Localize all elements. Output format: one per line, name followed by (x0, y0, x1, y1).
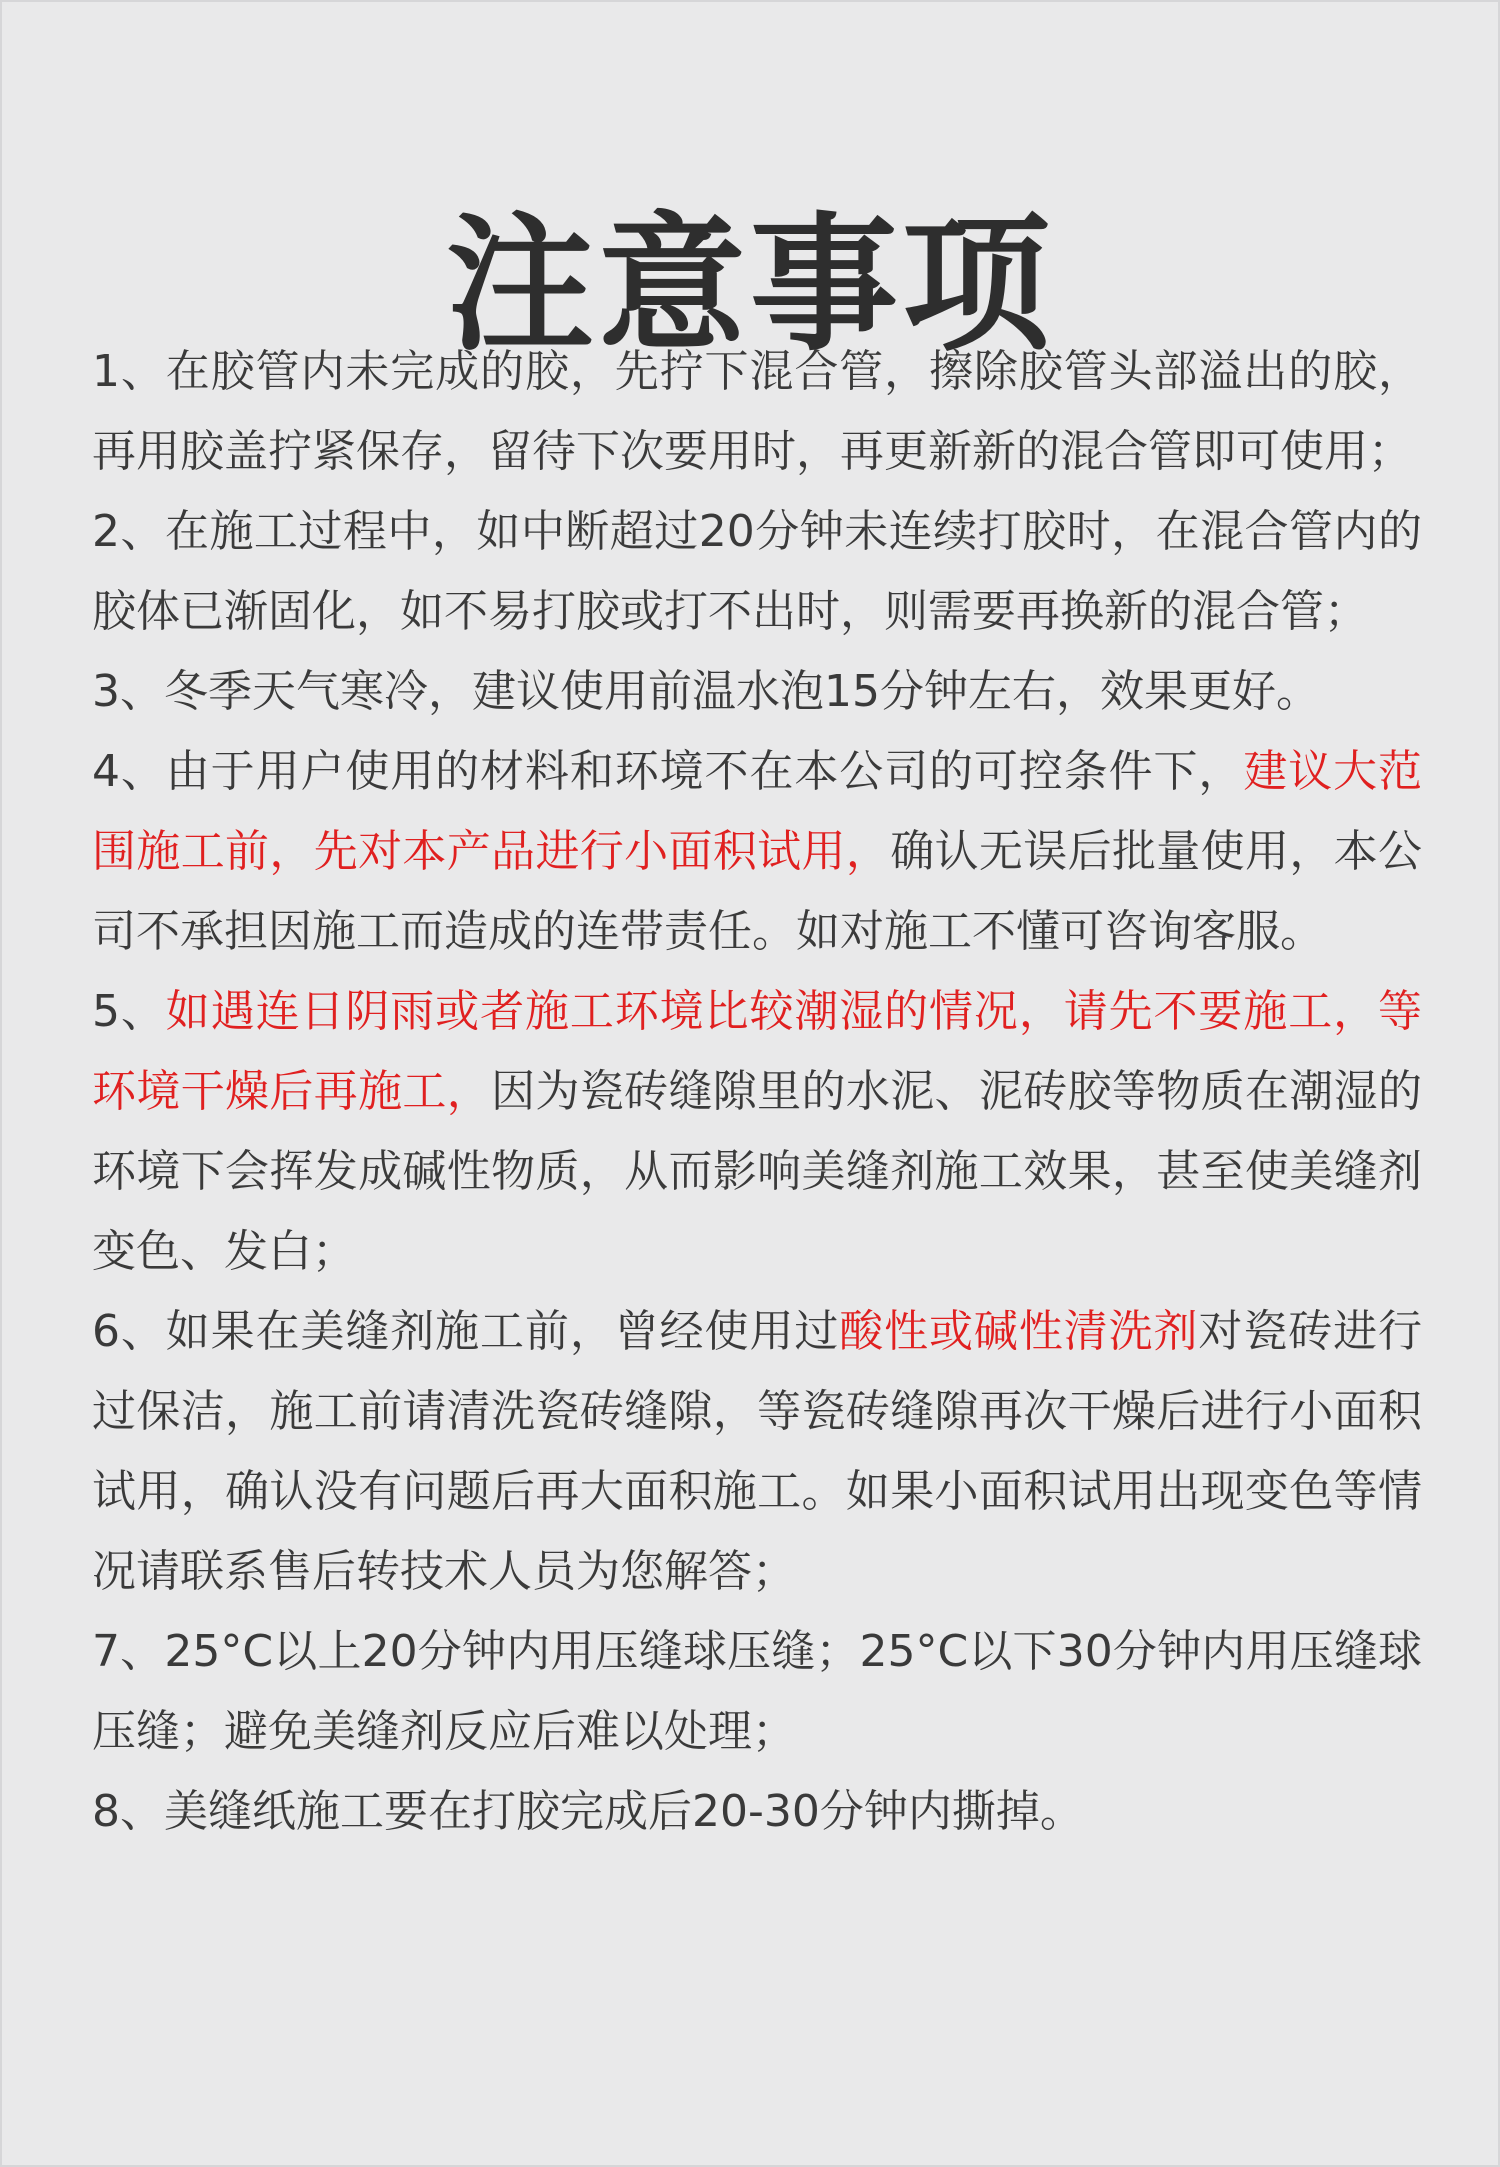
note-highlight: 如遇连日阴雨或者施工环境比较潮湿的情况，请先不要施工，等环境干燥后再施工， (92, 986, 1423, 1117)
note-text: 2、在施工过程中，如中断超过20分钟未连续打胶时，在混合管内的胶体已渐固化，如不易打胶或打不出时，则需要再换新的混合管； (92, 506, 1422, 637)
notes-list (92, 332, 1422, 1852)
note-item-6 (92, 1292, 1422, 1612)
note-text: 1、在胶管内未完成的胶，先拧下混合管，擦除胶管头部溢出的胶，再用胶盖拧紧保存，留待下次要用时，再更新新的混合管即可使用； (92, 346, 1422, 477)
note-text: 因为瓷砖缝隙里的水泥、泥砖胶等物质在潮湿的环境下会挥发成碱性物质，从而影响美缝剂施工效果，甚至使美缝剂变色、发白； (92, 1066, 1423, 1277)
note-text: 5、 (92, 986, 166, 1037)
note-item-1 (92, 332, 1422, 492)
note-text: 6、如果在美缝剂施工前，曾经使用过 (92, 1306, 840, 1357)
note-item-4 (92, 732, 1422, 972)
note-item-5 (92, 972, 1422, 1292)
note-text: 7、25°C以上20分钟内用压缝球压缝；25°C以下30分钟内用压缝球压缝；避免美缝剂反应后难以处理； (92, 1626, 1422, 1757)
note-item-8 (92, 1772, 1422, 1852)
note-text: 8、美缝纸施工要在打胶完成后20-30分钟内撕掉。 (92, 1786, 1084, 1837)
note-highlight: 建议大范围施工前，先对本产品进行小面积试用， (92, 746, 1423, 877)
note-highlight: 酸性或碱性清洗剂 (839, 1306, 1199, 1357)
note-item-3 (92, 652, 1422, 732)
note-text: 确认无误后批量使用，本公司不承担因施工而造成的连带责任。如对施工不懂可咨询客服。 (92, 826, 1423, 957)
note-item-7 (92, 1612, 1422, 1772)
note-text: 3、冬季天气寒冷，建议使用前温水泡15分钟左右，效果更好。 (92, 666, 1320, 717)
note-item-2 (92, 492, 1422, 652)
note-text: 对瓷砖进行过保洁，施工前请清洗瓷砖缝隙，等瓷砖缝隙再次干燥后进行小面积试用，确认没有问题后再大面积施工。如果小面积试用出现变色等情况请联系售后转技术人员为您解答； (92, 1306, 1422, 1597)
note-text: 4、由于用户使用的材料和环境不在本公司的可控条件下， (92, 746, 1244, 797)
page-title: 注意事项 (446, 199, 1054, 372)
